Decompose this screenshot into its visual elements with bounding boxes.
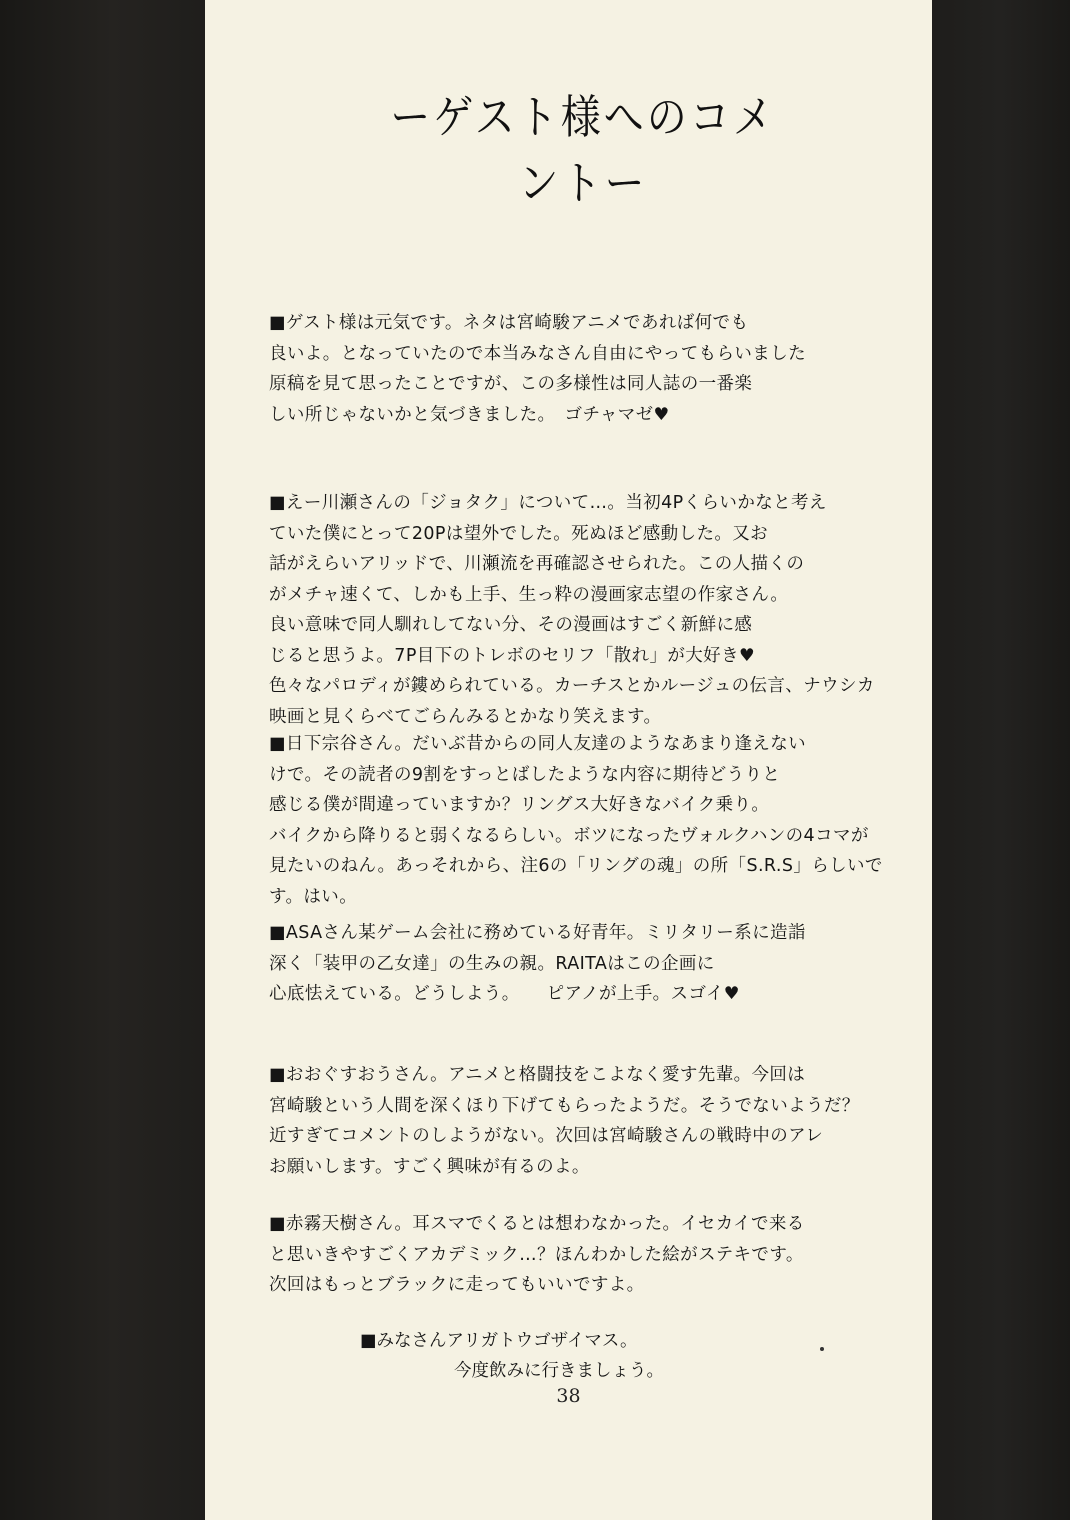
comment-line: 原稿を見て思ったことですが、この多様性は同人誌の一番楽 <box>269 374 753 394</box>
comment-line: ■えー川瀬さんの「ジョタク」について…。当初4Pくらいかなと考え <box>269 493 827 513</box>
comment-line: と思いきやすごくアカデミック…？ほんわかした絵がステキです。 <box>269 1244 804 1265</box>
comment-line: ■ASAさん某ゲーム会社に務めている好青年。ミリタリー系に造詣 <box>269 923 806 943</box>
comment-line: 良い意味で同人馴れしてない分、その漫画はすごく新鮮に感 <box>269 615 753 635</box>
page-number: 38 <box>556 1385 581 1407</box>
comment-paragraph <box>269 918 806 1010</box>
comment-line: す。はい。 <box>269 886 358 907</box>
page-title: ーゲスト様へのコメントー <box>390 91 776 211</box>
ink-speck <box>820 1347 824 1351</box>
comment-line: じると思うよ。7P目下のトレボのセリフ「散れ」が大好き♥ <box>269 645 756 666</box>
document-page <box>205 0 932 1520</box>
comment-line: 近すぎてコメントのしようがない。次回は宮崎駿さんの戦時中のアレ <box>269 1126 824 1146</box>
closing-line: 今度飲みに行きましょう。 <box>454 1361 664 1381</box>
comment-paragraph <box>269 1060 860 1182</box>
dark-right-margin <box>932 0 1070 1520</box>
comment-line: 話がえらいアリッドで、川瀬流を再確認させられた。この人描くの <box>269 554 805 574</box>
comment-line: ていた僕にとって20Pは望外でした。死ぬほど感動した。又お <box>269 523 769 544</box>
comment-line: 感じる僕が間違っていますか？リングス大好きなバイク乗り。 <box>269 795 770 815</box>
comment-paragraph <box>269 729 883 912</box>
dark-left-margin <box>0 0 205 1520</box>
closing-note <box>360 1326 664 1386</box>
comment-line: 宮崎駿という人間を深くほり下げてもらったようだ。そうでないようだ？ <box>269 1095 860 1116</box>
comment-line: ■日下宗谷さん。だいぶ昔からの同人友達のようなあまり逢えない <box>269 734 807 754</box>
closing-line: ■みなさんアリガトウゴザイマス。 <box>360 1331 638 1351</box>
comment-line: お願いします。すごく興味が有るのよ。 <box>269 1156 590 1177</box>
comment-line: ■ゲスト様は元気です。ネタは宮崎駿アニメであれば何でも <box>269 313 749 333</box>
comment-line: ■赤霧天樹さん。耳スマでくるとは想わなかった。イセカイで来る <box>269 1214 805 1234</box>
comment-line: けで。その読者の9割をすっとばしたような内容に期待どうりと <box>269 764 781 785</box>
comment-line: 映画と見くらべてごらんみるとかなり笑えます。 <box>269 706 662 727</box>
comment-line: 良いよ。となっていたので本当みなさん自由にやってもらいました <box>269 343 806 364</box>
comment-paragraph <box>269 1209 805 1301</box>
comment-line: バイクから降りると弱くなるらしい。ボツになったヴォルクハンの4コマが <box>269 825 869 846</box>
comment-line: がメチャ速くて、しかも上手、生っ粋の漫画家志望の作家さん。 <box>269 584 789 605</box>
comment-line: 見たいのねん。あっそれから、注6の「リングの魂」の所「S.R.S」らしいで <box>269 856 883 876</box>
comment-line: 次回はもっとブラックに走ってもいいですよ。 <box>269 1275 645 1295</box>
comment-paragraph <box>269 488 875 732</box>
comment-line: 深く「装甲の乙女達」の生みの親。RAITAはこの企画に <box>269 953 715 974</box>
comment-line: 色々なパロディが鏤められている。カーチスとかルージュの伝言、ナウシカ <box>269 676 875 696</box>
comment-line: ■おおぐすおうさん。アニメと格闘技をこよなく愛す先輩。今回は <box>269 1065 806 1085</box>
comment-line: 心底怯えている。どうしよう。 ピアノが上手。スゴイ♥ <box>269 984 740 1004</box>
comment-line: しい所じゃないかと気づきました。 ゴチャマゼ♥ <box>269 404 670 425</box>
comment-paragraph <box>269 308 806 430</box>
